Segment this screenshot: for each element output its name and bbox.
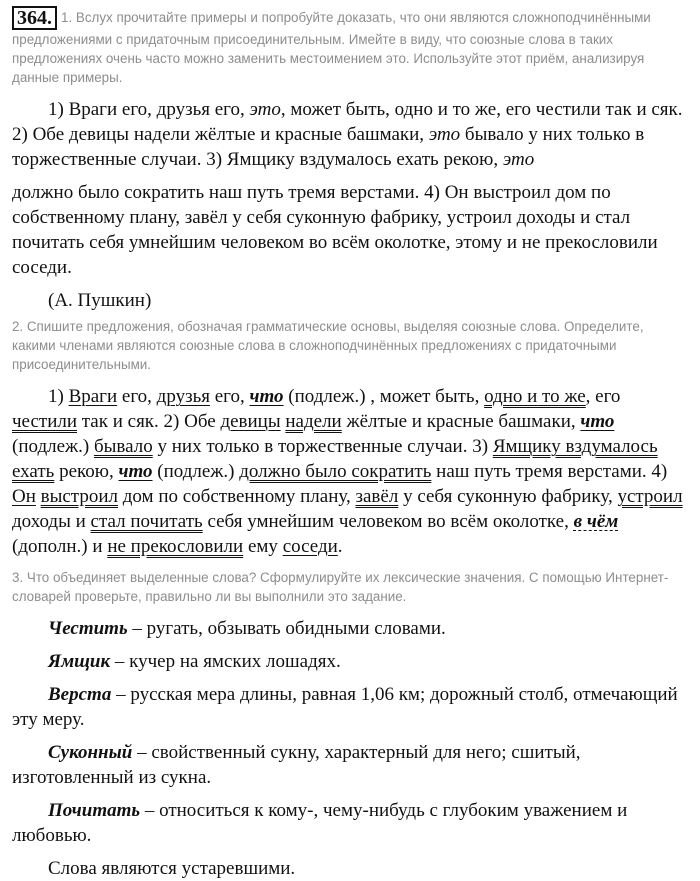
answer-text: дом по собственному плану, xyxy=(118,486,356,507)
answer-text: себя умнейшим человеком во всём околотке, xyxy=(202,511,574,532)
subject: девицы xyxy=(220,411,281,432)
example-text: , может быть, одно и то же, его честили так и сяк. 2) Обе девицы надели жёлтые и красные башмаки, xyxy=(12,99,683,145)
answer-text: так и сяк. 2) Обе xyxy=(77,411,221,432)
answer-text: . xyxy=(337,536,343,557)
subject: Он xyxy=(12,486,36,507)
answer-text: (подлеж.) xyxy=(152,461,240,482)
answer-text: ему xyxy=(243,536,283,557)
definition-text: – русская мера длины, равная 1,06 км; дорожный столб, отмечающий эту меру. xyxy=(12,684,678,730)
conjunctive-word: что xyxy=(249,386,284,407)
definition-text: – ругать, обзывать обидными словами. xyxy=(127,618,446,639)
definition-term: Честить xyxy=(48,618,128,639)
answer-text: рекою, xyxy=(54,461,119,482)
answer-text: наш путь тремя верстами. 4) xyxy=(431,461,668,482)
pronoun-this: это xyxy=(249,99,281,120)
answer-paragraph xyxy=(12,384,688,559)
task-2: 2. Спишите предложения, обозначая грамматические основы, выделяя союзные слова. Определите, какими членами являются союзные слова в сложноподчинённых предложениях с придаточными присоединительными. xyxy=(12,319,644,372)
predicate: выстроил xyxy=(40,486,118,507)
conjunctive-word: в чём xyxy=(573,511,619,532)
definition-term: Почитать xyxy=(48,800,141,821)
exercise-number: 364. xyxy=(12,6,57,30)
task-3: 3. Что объединяет выделенные слова? Сформулируйте их лексические значения. С помощью Интернет-словарей проверьте, правильно ли вы выполнили это задание. xyxy=(12,570,669,604)
example-paragraph-1 xyxy=(12,97,688,172)
answer-text: его, xyxy=(117,386,157,407)
answer-text: , его xyxy=(585,386,621,407)
predicate: стал почитать xyxy=(90,511,203,532)
answer-text: доходы и xyxy=(12,511,91,532)
answer-text: (подлеж.) , может быть, xyxy=(283,386,485,407)
predicate: должно было сократить xyxy=(239,461,432,482)
conjunctive-word: что xyxy=(580,411,615,432)
subject: соседи xyxy=(282,536,338,557)
predicate: надели xyxy=(285,411,342,432)
predicate: честили xyxy=(12,411,78,432)
answer-text: у них только в торжественные случаи. 3) xyxy=(152,436,493,457)
answer-text: его, xyxy=(210,386,250,407)
example-paragraph-2: должно было сократить наш путь тремя верстами. 4) Он выстроил дом по собственному плану, завёл у себя суконную фабрику, устроил доходы и стал почитать себя умнейшим человеком во всём околотке, этому и не прекословили соседи. xyxy=(12,182,658,278)
definition-item xyxy=(12,649,688,674)
definition-term: Ямщик xyxy=(48,651,111,672)
subject: друзья xyxy=(156,386,210,407)
answer-text: (подлеж.) xyxy=(12,436,94,457)
predicate: бывало xyxy=(93,436,153,457)
subject: Враги xyxy=(68,386,118,407)
task-1 xyxy=(12,6,688,87)
definition-text: – кучер на ямских лошадях. xyxy=(110,651,341,672)
predicate: устроил xyxy=(617,486,683,507)
task-1-text: 1. Вслух прочитайте примеры и попробуйте доказать, что они являются сложноподчинёнными предложениями с придаточным присоединительным. Имейте в виду, что союзные слова в таких предложениях очень часто можно заменить местоимением это. Используйте этот приём, анализируя данные примеры. xyxy=(12,10,651,85)
answer-text: жёлтые и красные башмаки, xyxy=(341,411,581,432)
definition-term: Верста xyxy=(48,684,112,705)
predicate: Ямщику вздумалось ехать xyxy=(12,436,658,482)
example-text: 1) Враги его, друзья его, xyxy=(48,99,250,120)
pronoun-this: это xyxy=(502,149,535,170)
conclusion-text: Слова являются устаревшими. xyxy=(48,858,296,879)
definition-item xyxy=(12,682,688,732)
conjunctive-word: что xyxy=(118,461,153,482)
answer-text: (дополн.) и xyxy=(12,536,108,557)
definition-term: Суконный xyxy=(48,742,133,763)
predicate: одно и то же xyxy=(484,386,586,407)
answer-text: 1) xyxy=(48,386,69,407)
predicate: не прекословили xyxy=(107,536,244,557)
definition-item xyxy=(12,740,688,790)
answer-text: у себя суконную фабрику, xyxy=(398,486,618,507)
definition-text: – относиться к кому-, чему-нибудь с глубоким уважением и любовью. xyxy=(12,800,628,846)
definition-text: – свойственный сукну, характерный для него; сшитый, изготовленный из сукна. xyxy=(12,742,581,788)
author-attribution: (А. Пушкин) xyxy=(48,290,152,311)
definition-item xyxy=(12,616,688,641)
example-text: бывало у них только в торжественные случаи. 3) Ямщику вздумалось ехать рекою, xyxy=(12,124,645,170)
predicate: завёл xyxy=(355,486,399,507)
pronoun-this: это xyxy=(428,124,461,145)
document-page xyxy=(12,6,688,881)
definition-item xyxy=(12,798,688,848)
